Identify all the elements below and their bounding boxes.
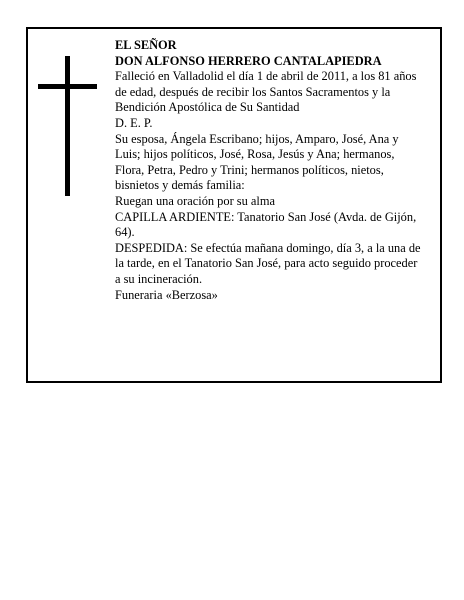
cross-vertical-bar: [65, 56, 70, 196]
dep-line: D. E. P.: [115, 115, 153, 130]
funeraria-name: Funeraria «Berzosa»: [115, 287, 218, 302]
cross-horizontal-bar: [38, 84, 97, 89]
family-list: Su esposa, Ángela Escribano; hijos, Amparo, José, Ana y Luis; hijos políticos, José, Rosa, Jesús y Ana; hermanos, Flora, Petra, Pedro y Trini; hermanos políticos, nietos, bisnietos y demás familia:: [115, 131, 399, 193]
death-details: Falleció en Valladolid el día 1 de abril de 2011, a los 81 años de edad, después de recibir los Santos Sacramentos y la Bendición Apostólica de Su Santidad: [115, 69, 417, 115]
obituary-text-block: [115, 38, 425, 303]
despedida-details: DESPEDIDA: Se efectúa mañana domingo, día 3, a la una de la tarde, en el Tanatorio San José, para acto seguido proceder a su incineración.: [115, 240, 421, 286]
notice-heading: EL SEÑOR: [115, 38, 177, 52]
prayer-request: Ruegan una oración por su alma: [115, 193, 275, 208]
deceased-name: DON ALFONSO HERRERO CANTALAPIEDRA: [115, 53, 382, 68]
capilla-ardiente: CAPILLA ARDIENTE: Tanatorio San José (Avda. de Gijón, 64).: [115, 209, 417, 240]
